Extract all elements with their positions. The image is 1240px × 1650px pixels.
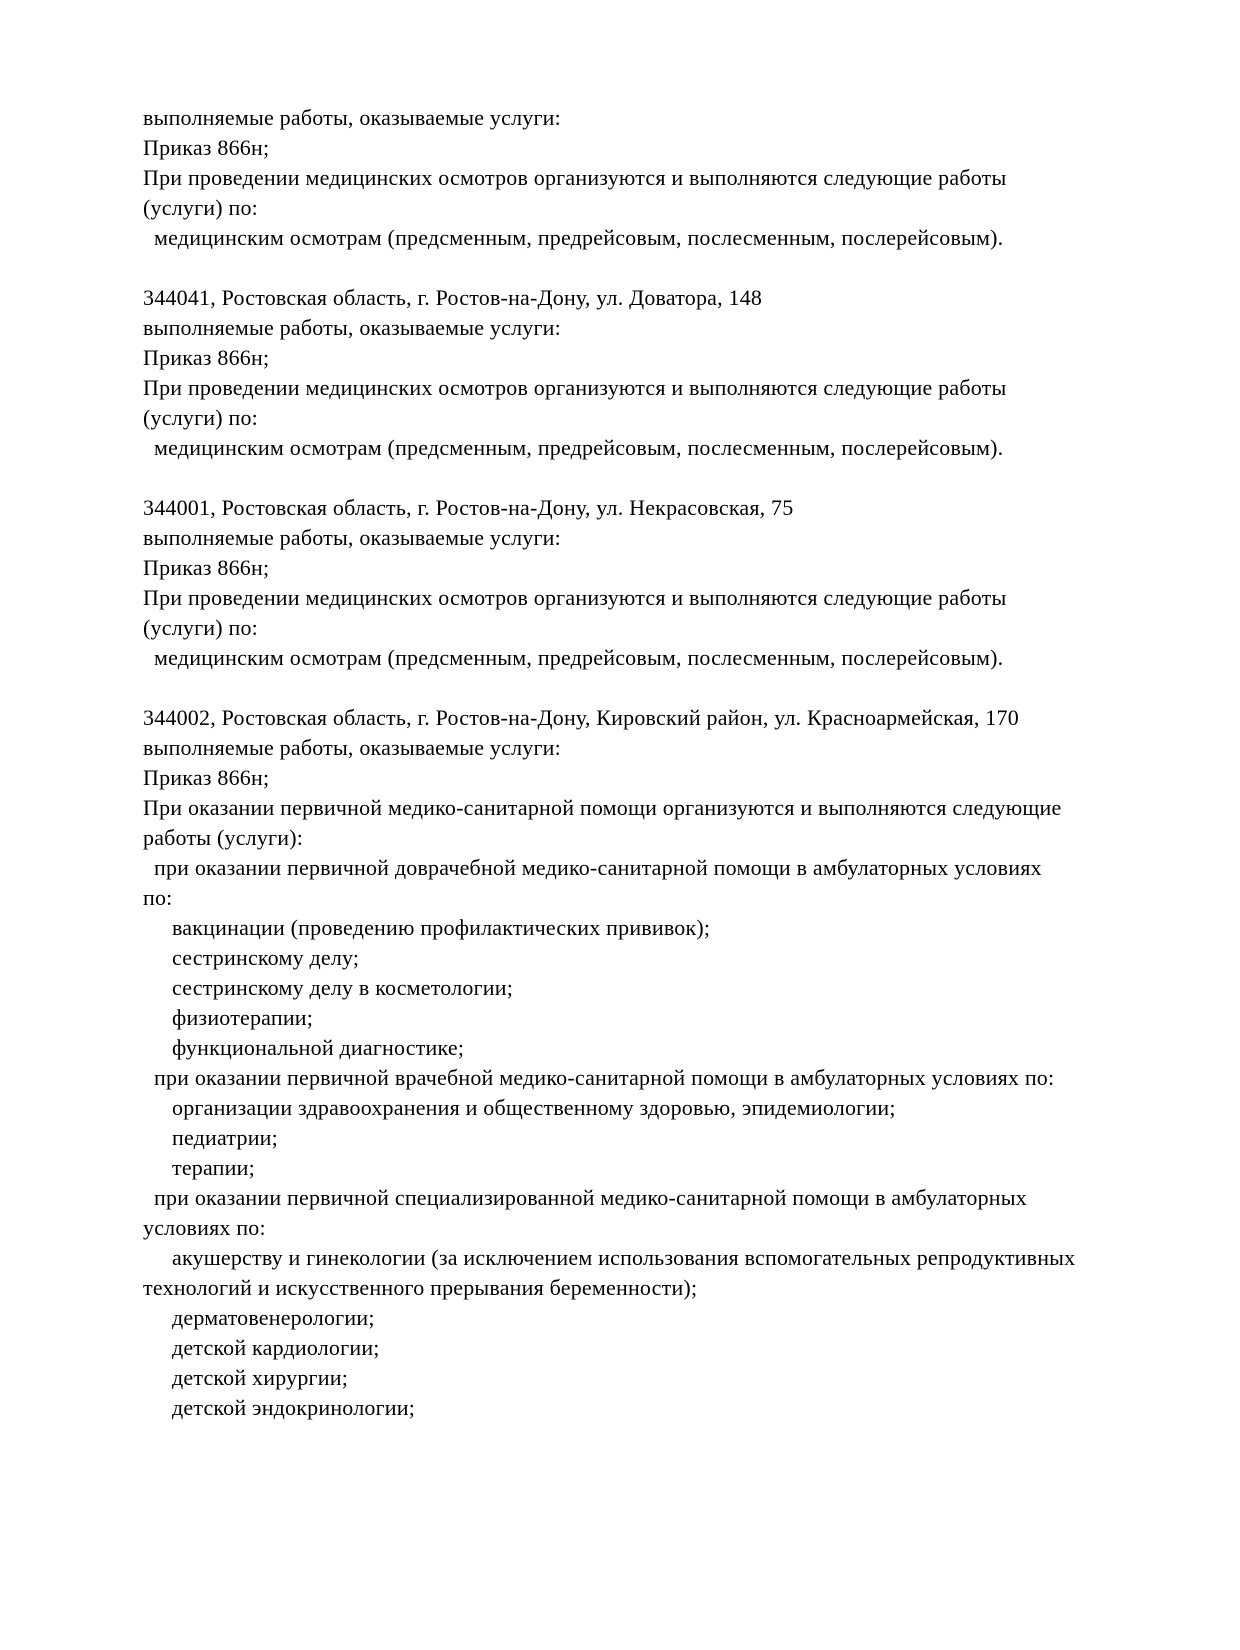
text-line: При проведении медицинских осмотров организуются и выполняются следующие работы (143, 375, 1007, 400)
text-line: технологий и искусственного прерывания беременности); (143, 1275, 698, 1300)
text-block (143, 103, 1223, 1423)
text-line: 344041, Ростовская область, г. Ростов-на-Дону, ул. Доватора, 148 (143, 285, 763, 310)
text-line: Приказ 866н; (143, 555, 270, 580)
text-line: дерматовенерологии; (172, 1305, 375, 1330)
text-line: При проведении медицинских осмотров организуются и выполняются следующие работы (143, 585, 1007, 610)
text-line: сестринскому делу в косметологии; (172, 975, 514, 1000)
text-line: при оказании первичной доврачебной медико-санитарной помощи в амбулаторных условиях (154, 855, 1042, 880)
text-line: 344001, Ростовская область, г. Ростов-на-Дону, ул. Некрасовская, 75 (143, 495, 794, 520)
text-line: педиатрии; (172, 1125, 278, 1150)
text-line: вакцинации (проведению профилактических прививок); (172, 915, 711, 940)
text-line: условиях по: (143, 1215, 266, 1240)
text-line: функциональной диагностике; (172, 1035, 465, 1060)
text-line: медицинским осмотрам (предсменным, предрейсовым, послесменным, послерейсовым). (154, 225, 1004, 250)
text-line: при оказании первичной специализированной медико-санитарной помощи в амбулаторных (154, 1185, 1027, 1210)
text-line: Приказ 866н; (143, 345, 270, 370)
blank-line (143, 253, 1223, 283)
text-line: терапии; (172, 1155, 255, 1180)
text-line: выполняемые работы, оказываемые услуги: (143, 105, 561, 130)
text-line: При оказании первичной медико-санитарной помощи организуются и выполняются следующие (143, 795, 1062, 820)
text-line: при оказании первичной врачебной медико-санитарной помощи в амбулаторных условиях по: (154, 1065, 1055, 1090)
text-line: организации здравоохранения и общественному здоровью, эпидемиологии; (172, 1095, 896, 1120)
text-line: выполняемые работы, оказываемые услуги: (143, 735, 561, 760)
text-line: детской эндокринологии; (172, 1395, 416, 1420)
text-line: детской кардиологии; (172, 1335, 380, 1360)
text-line: сестринскому делу; (172, 945, 360, 970)
text-line: физиотерапии; (172, 1005, 314, 1030)
text-line: (услуги) по: (143, 195, 258, 220)
text-line: (услуги) по: (143, 405, 258, 430)
text-line: медицинским осмотрам (предсменным, предрейсовым, послесменным, послерейсовым). (154, 435, 1004, 460)
text-line: Приказ 866н; (143, 135, 270, 160)
text-line: по: (143, 885, 173, 910)
blank-line (143, 463, 1223, 493)
text-line: 344002, Ростовская область, г. Ростов-на-Дону, Кировский район, ул. Красноармейская, 170 (143, 705, 1019, 730)
text-line: акушерству и гинекологии (за исключением использования вспомогательных репродуктивных (172, 1245, 1076, 1270)
text-line: Приказ 866н; (143, 765, 270, 790)
text-line: выполняемые работы, оказываемые услуги: (143, 525, 561, 550)
text-line: (услуги) по: (143, 615, 258, 640)
text-line: выполняемые работы, оказываемые услуги: (143, 315, 561, 340)
text-line: медицинским осмотрам (предсменным, предрейсовым, послесменным, послерейсовым). (154, 645, 1004, 670)
blank-line (143, 673, 1223, 703)
text-line: работы (услуги): (143, 825, 304, 850)
text-line: детской хирургии; (172, 1365, 349, 1390)
text-line: При проведении медицинских осмотров организуются и выполняются следующие работы (143, 165, 1007, 190)
